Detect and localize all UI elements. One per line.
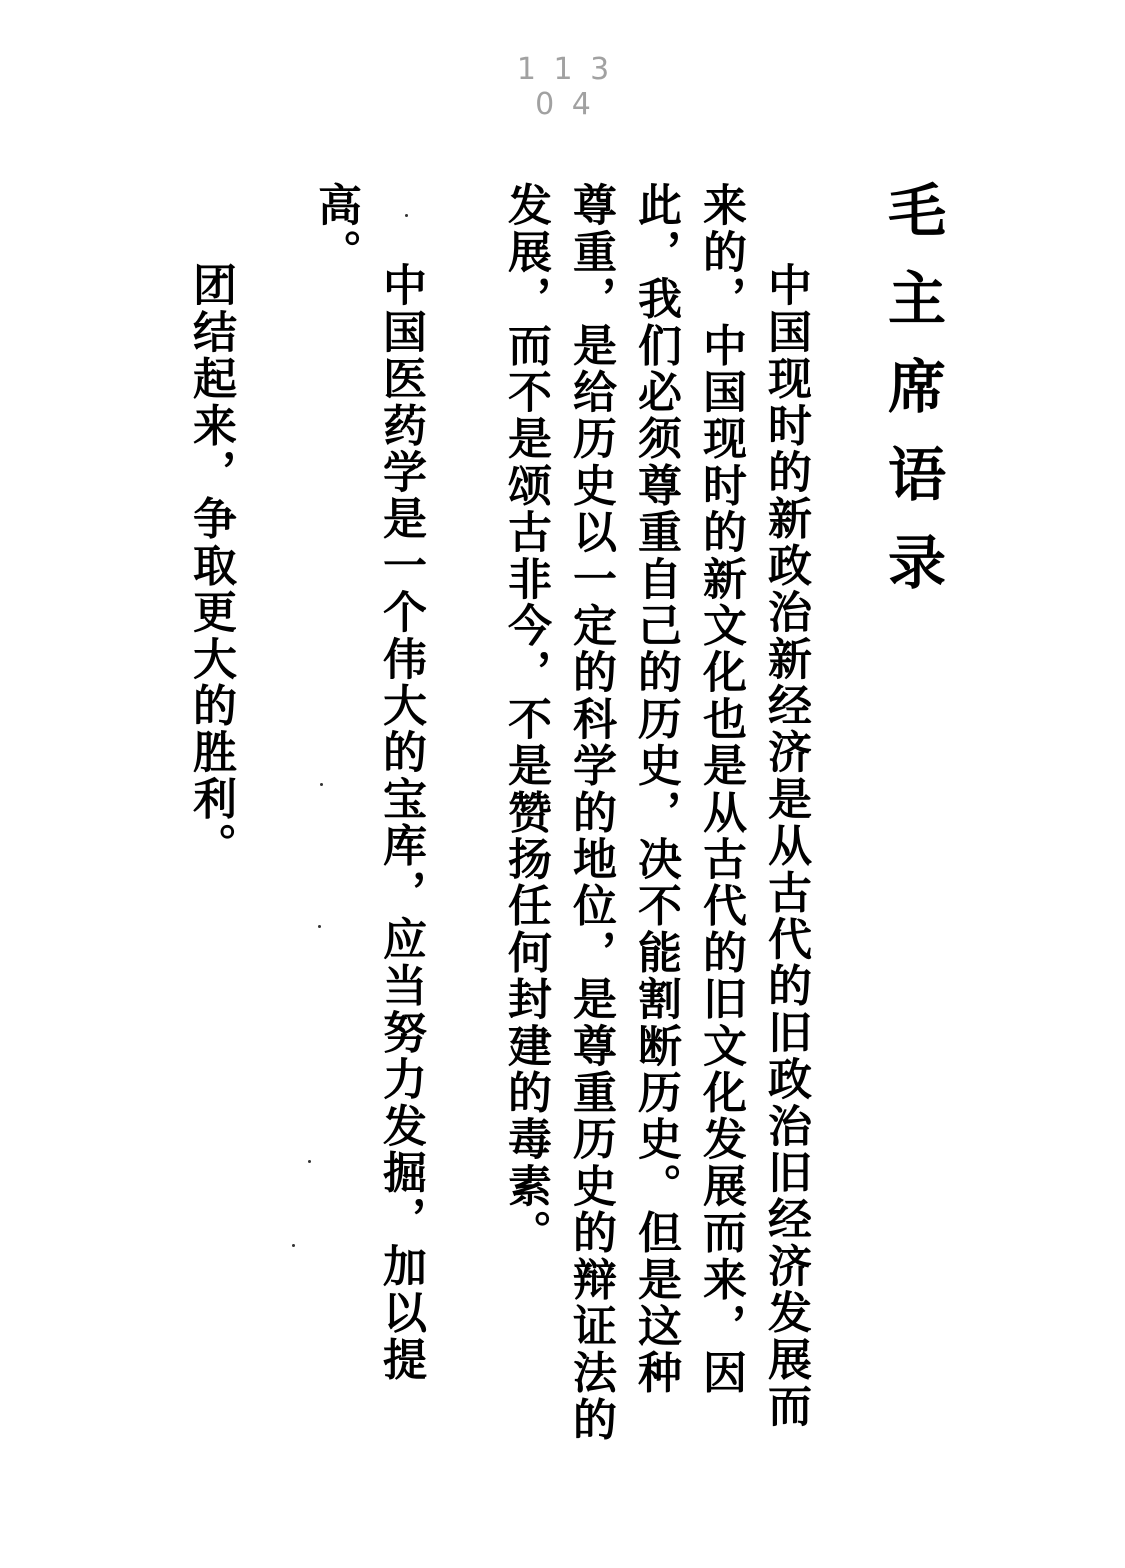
quote-2-line-1: 中国医药学是一个伟大的宝库，应当努力发掘，加以提 (375, 262, 426, 1383)
quote-1-line-5: 发展，而不是颂古非今，不是赞扬任何封建的毒素。 (500, 182, 551, 1257)
page-title: 毛主席语录 (878, 180, 946, 620)
scan-speck (405, 214, 408, 217)
quote-1-line-3: 此，我们必须尊重自己的历史，决不能割断历史。但是这种 (630, 182, 681, 1397)
quote-2-line-2: 高。 (310, 182, 361, 276)
quote-3-line-1: 团结起来，争取更大的胜利。 (185, 262, 236, 870)
scan-speck (292, 1244, 295, 1247)
scan-speck (320, 783, 323, 786)
page-number: 1 1 3 0 4 (516, 52, 614, 122)
scan-speck (308, 1160, 311, 1163)
quote-1-line-2: 来的，中国现时的新文化也是从古代的旧文化发展而来，因 (695, 182, 746, 1397)
quote-1-line-1: 中国现时的新政治新经济是从古代的旧政治旧经济发展而 (760, 262, 811, 1430)
quote-1-line-4: 尊重，是给历史以一定的科学的地位，是尊重历史的辩证法的 (565, 182, 616, 1443)
scan-speck (318, 925, 321, 928)
